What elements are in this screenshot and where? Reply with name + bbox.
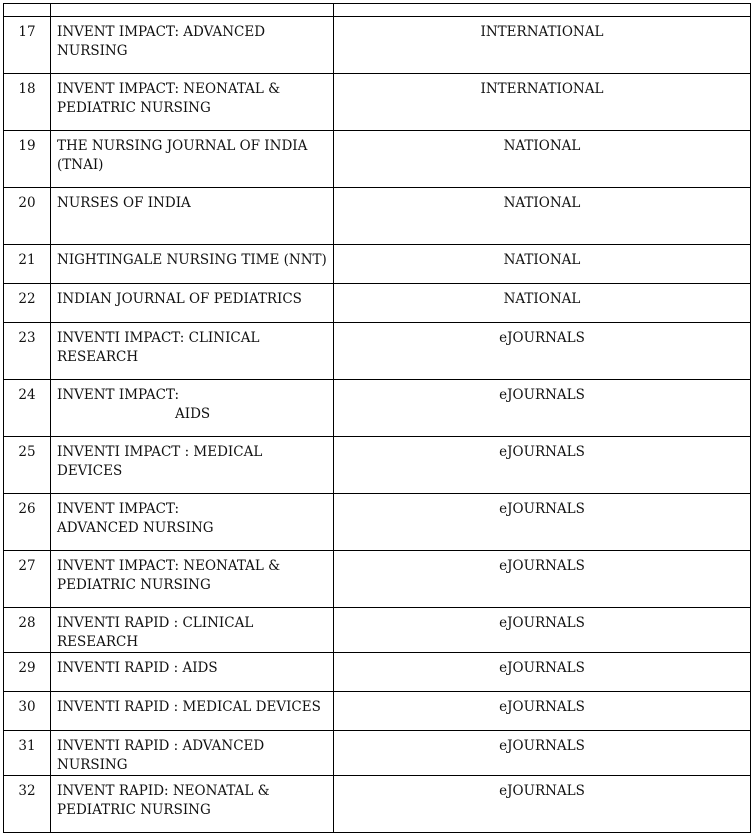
row-number: 22 bbox=[4, 284, 51, 323]
journal-name bbox=[51, 17, 334, 74]
journal-name-line: INVENT IMPACT: ADVANCED bbox=[57, 24, 266, 40]
row-number: 30 bbox=[4, 692, 51, 731]
row-number: 24 bbox=[4, 380, 51, 437]
journal-name-line: PEDIATRIC NURSING bbox=[57, 577, 211, 593]
row-number: 28 bbox=[4, 608, 51, 653]
journal-name bbox=[51, 776, 334, 833]
journal-name bbox=[51, 188, 334, 245]
journal-name bbox=[51, 551, 334, 608]
row-number: 29 bbox=[4, 653, 51, 692]
journal-name-line: RESEARCH bbox=[57, 349, 139, 365]
journal-name bbox=[51, 323, 334, 380]
table-row bbox=[4, 74, 751, 131]
row-number: 17 bbox=[4, 17, 51, 74]
table-row bbox=[4, 188, 751, 245]
journal-name bbox=[51, 131, 334, 188]
journal-name-line: THE NURSING JOURNAL OF INDIA bbox=[57, 138, 308, 154]
table-row bbox=[4, 776, 751, 833]
row-number: 23 bbox=[4, 323, 51, 380]
journal-name-line: INVENTI RAPID : ADVANCED NURSING bbox=[57, 738, 265, 773]
journal-type: eJOURNALS bbox=[334, 323, 751, 380]
journal-name-line: INVENT IMPACT: NEONATAL & bbox=[57, 558, 281, 574]
journal-type: eJOURNALS bbox=[334, 608, 751, 653]
journal-name-line: PEDIATRIC NURSING bbox=[57, 802, 211, 818]
journal-name bbox=[51, 608, 334, 653]
journal-name bbox=[51, 692, 334, 731]
table-row bbox=[4, 131, 751, 188]
journal-type: eJOURNALS bbox=[334, 551, 751, 608]
journal-type: eJOURNALS bbox=[334, 731, 751, 776]
journal-type: eJOURNALS bbox=[334, 380, 751, 437]
table-row bbox=[4, 380, 751, 437]
journal-name-line: NURSING bbox=[57, 43, 128, 59]
row-number: 25 bbox=[4, 437, 51, 494]
journal-name-line: INVENT IMPACT: bbox=[57, 501, 180, 517]
journal-name-line: INVENT IMPACT: NEONATAL & bbox=[57, 81, 281, 97]
journal-type: eJOURNALS bbox=[334, 437, 751, 494]
journal-name-line: INVENT RAPID: NEONATAL & bbox=[57, 783, 270, 799]
row-number: 32 bbox=[4, 776, 51, 833]
table-row bbox=[4, 437, 751, 494]
table-header-row bbox=[4, 4, 751, 17]
table-row bbox=[4, 323, 751, 380]
table-row bbox=[4, 551, 751, 608]
journal-name-line: INDIAN JOURNAL OF PEDIATRICS bbox=[57, 291, 302, 307]
table-row bbox=[4, 731, 751, 776]
journal-name-line: INVENT IMPACT: bbox=[57, 387, 180, 403]
journal-name-line: INVENTI RAPID : MEDICAL DEVICES bbox=[57, 699, 321, 715]
row-number: 21 bbox=[4, 245, 51, 284]
journal-type: NATIONAL bbox=[334, 245, 751, 284]
journal-type: eJOURNALS bbox=[334, 692, 751, 731]
table-row bbox=[4, 608, 751, 653]
table-row bbox=[4, 245, 751, 284]
journal-name-line: ADVANCED NURSING bbox=[57, 520, 214, 536]
row-number: 31 bbox=[4, 731, 51, 776]
journal-name bbox=[51, 731, 334, 776]
journal-name-line: AIDS bbox=[175, 406, 211, 422]
journal-name-line: INVENTI IMPACT : MEDICAL DEVICES bbox=[57, 444, 263, 479]
table-row bbox=[4, 494, 751, 551]
journal-name-line: PEDIATRIC NURSING bbox=[57, 100, 211, 116]
row-number: 27 bbox=[4, 551, 51, 608]
header-cell bbox=[4, 4, 51, 17]
table-row bbox=[4, 284, 751, 323]
journal-type: NATIONAL bbox=[334, 284, 751, 323]
journals-table bbox=[3, 3, 751, 833]
journal-name-line: NURSES OF INDIA bbox=[57, 195, 191, 211]
row-number: 20 bbox=[4, 188, 51, 245]
journal-name-line: NIGHTINGALE NURSING TIME (NNT) bbox=[57, 252, 327, 268]
journal-name bbox=[51, 284, 334, 323]
journal-name-line: INVENTI RAPID : CLINICAL RESEARCH bbox=[57, 615, 254, 650]
journal-name bbox=[51, 74, 334, 131]
journal-name bbox=[51, 380, 334, 437]
journal-type: eJOURNALS bbox=[334, 776, 751, 833]
row-number: 18 bbox=[4, 74, 51, 131]
journal-type: eJOURNALS bbox=[334, 653, 751, 692]
journal-name-line: INVENTI RAPID : AIDS bbox=[57, 660, 218, 676]
table-row bbox=[4, 653, 751, 692]
journal-name bbox=[51, 494, 334, 551]
header-cell bbox=[51, 4, 334, 17]
journal-type: eJOURNALS bbox=[334, 494, 751, 551]
journal-name bbox=[51, 653, 334, 692]
table-row bbox=[4, 692, 751, 731]
journal-type: NATIONAL bbox=[334, 131, 751, 188]
journal-type: INTERNATIONAL bbox=[334, 74, 751, 131]
row-number: 26 bbox=[4, 494, 51, 551]
journal-name-line: INVENTI IMPACT: CLINICAL bbox=[57, 330, 260, 346]
table-row bbox=[4, 17, 751, 74]
journal-name bbox=[51, 245, 334, 284]
row-number: 19 bbox=[4, 131, 51, 188]
journal-type: INTERNATIONAL bbox=[334, 17, 751, 74]
header-cell bbox=[334, 4, 751, 17]
journal-type: NATIONAL bbox=[334, 188, 751, 245]
journal-name bbox=[51, 437, 334, 494]
journal-name-line: (TNAI) bbox=[57, 157, 104, 173]
